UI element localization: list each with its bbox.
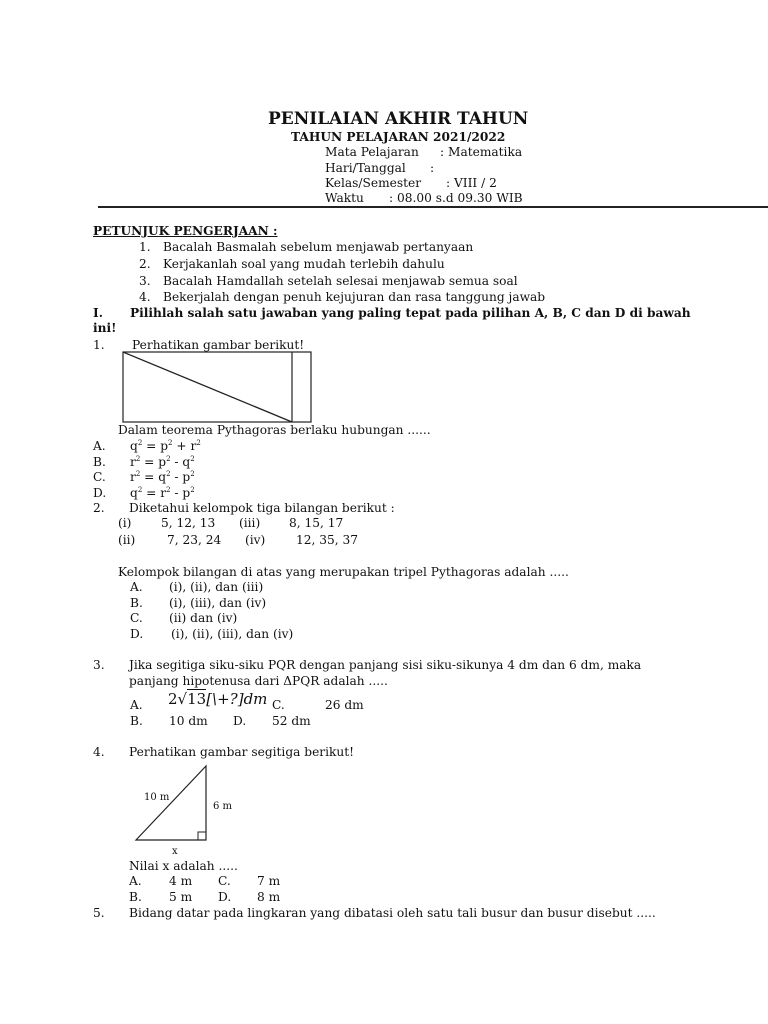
question-number: 3. <box>93 658 105 672</box>
option-letter: B. <box>93 455 106 469</box>
instruction-number: 2. <box>139 257 151 271</box>
option-letter: B. <box>130 596 143 610</box>
question-number: 4. <box>93 745 105 759</box>
option-text: (i), (ii), dan (iii) <box>169 580 264 594</box>
instruction-number: 4. <box>139 290 151 304</box>
right-angle-marker <box>198 832 206 840</box>
option-letter: D. <box>93 486 107 500</box>
question-number: 5. <box>93 906 105 920</box>
instruction-number: 1. <box>139 240 151 254</box>
option-text: (ii) dan (iv) <box>169 611 238 625</box>
option-text: 26 dm <box>325 698 364 712</box>
option-text: 52 dm <box>272 714 311 728</box>
figure-diagonal <box>123 352 292 422</box>
figure-rectangle <box>123 352 311 422</box>
option-text: 10 dm <box>169 714 208 728</box>
rectangle-diagonal-figure <box>120 350 314 424</box>
group-label: (ii) <box>118 533 136 547</box>
option-formula: $r^2 = p^2 - q^2$ <box>130 455 195 469</box>
instruction-text: Bacalah Hamdallah setelah selesai menjawab semua soal <box>163 274 518 288</box>
group-value: 5, 12, 13 <box>161 516 216 530</box>
option-letter: C. <box>272 698 285 712</box>
option-text: (i), (iii), dan (iv) <box>169 596 267 610</box>
question-prompt: Perhatikan gambar segitiga berikut! <box>129 745 355 759</box>
instructions-heading: PETUNJUK PENGERJAAN : <box>93 224 278 238</box>
triangle-shape <box>136 766 206 840</box>
side-label: 6 m <box>213 801 233 812</box>
instruction-text: Bekerjalah dengan penuh kejujuran dan rasa tanggung jawab <box>163 290 546 304</box>
section-instruction-cont: ini! <box>93 321 117 335</box>
option-math-expression: 2√13[\+?]dm <box>168 690 268 708</box>
base-label: x <box>172 846 178 857</box>
option-letter: C. <box>218 874 231 888</box>
option-text: 7 m <box>257 874 281 888</box>
group-label: (iv) <box>245 533 266 547</box>
group-label: (i) <box>118 516 132 530</box>
instruction-text: Bacalah Basmalah sebelum menjawab pertanyaan <box>163 240 474 254</box>
header-divider <box>98 206 768 208</box>
time-value: : 08.00 s.d 09.30 WIB <box>389 191 523 205</box>
group-value: 8, 15, 17 <box>289 516 344 530</box>
group-value: 12, 35, 37 <box>296 533 359 547</box>
question-stem: Nilai x adalah ..... <box>129 859 238 873</box>
option-text: (i), (ii), (iii), dan (iv) <box>171 627 294 641</box>
question-text: Jika segitiga siku-siku PQR dengan panjang sisi siku-sikunya 4 dm dan 6 dm, maka <box>129 658 642 672</box>
instruction-number: 3. <box>139 274 151 288</box>
question-text-cont: panjang hipotenusa dari ΔPQR adalah ..... <box>129 674 388 688</box>
time-label: Waktu <box>325 191 364 205</box>
option-text: 8 m <box>257 890 281 904</box>
option-text: 4 m <box>169 874 193 888</box>
group-label: (iii) <box>239 516 261 530</box>
question-number: 2. <box>93 501 105 515</box>
subject-value: : Matematika <box>440 145 523 159</box>
section-number: I. <box>93 306 103 320</box>
option-letter: D. <box>130 627 144 641</box>
date-value: : <box>430 161 435 175</box>
option-letter: B. <box>130 714 143 728</box>
question-prompt: Perhatikan gambar berikut! <box>132 338 305 352</box>
option-letter: A. <box>93 439 106 453</box>
option-letter: B. <box>129 890 142 904</box>
option-letter: C. <box>93 470 106 484</box>
date-label: Hari/Tanggal <box>325 161 406 175</box>
instruction-text: Kerjakanlah soal yang mudah terlebih dahulu <box>163 257 445 271</box>
option-letter: D. <box>233 714 247 728</box>
group-value: 7, 23, 24 <box>167 533 222 547</box>
subject-label: Mata Pelajaran <box>325 145 419 159</box>
question-stem: Kelompok bilangan di atas yang merupakan tripel Pythagoras adalah ..... <box>118 565 569 579</box>
option-letter: A. <box>130 698 143 712</box>
right-triangle-figure <box>128 760 240 858</box>
option-formula: $q^2 = p^2 + r^2$ <box>130 439 201 453</box>
class-value: : VIII / 2 <box>446 176 497 190</box>
section-instruction: Pilihlah salah satu jawaban yang paling tepat pada pilihan A, B, C dan D di bawah <box>130 306 691 320</box>
option-letter: D. <box>218 890 232 904</box>
class-label: Kelas/Semester <box>325 176 422 190</box>
option-letter: C. <box>130 611 143 625</box>
option-letter: A. <box>129 874 142 888</box>
option-formula: $r^2 = q^2 - p^2$ <box>130 470 195 484</box>
hypotenuse-label: 10 m <box>144 792 170 803</box>
question-stem: Dalam teorema Pythagoras berlaku hubungan ...... <box>118 423 431 437</box>
option-formula: $q^2 = r^2 - p^2$ <box>130 486 195 500</box>
question-text: Bidang datar pada lingkaran yang dibatasi oleh satu tali busur dan busur disebut ..... <box>129 906 656 920</box>
school-year: TAHUN PELAJARAN 2021/2022 <box>291 130 506 144</box>
option-text: 5 m <box>169 890 193 904</box>
question-number: 1. <box>93 338 105 352</box>
question-prompt: Diketahui kelompok tiga bilangan berikut : <box>129 501 395 515</box>
page-title: PENILAIAN AKHIR TAHUN <box>268 109 529 129</box>
option-letter: A. <box>130 580 143 594</box>
